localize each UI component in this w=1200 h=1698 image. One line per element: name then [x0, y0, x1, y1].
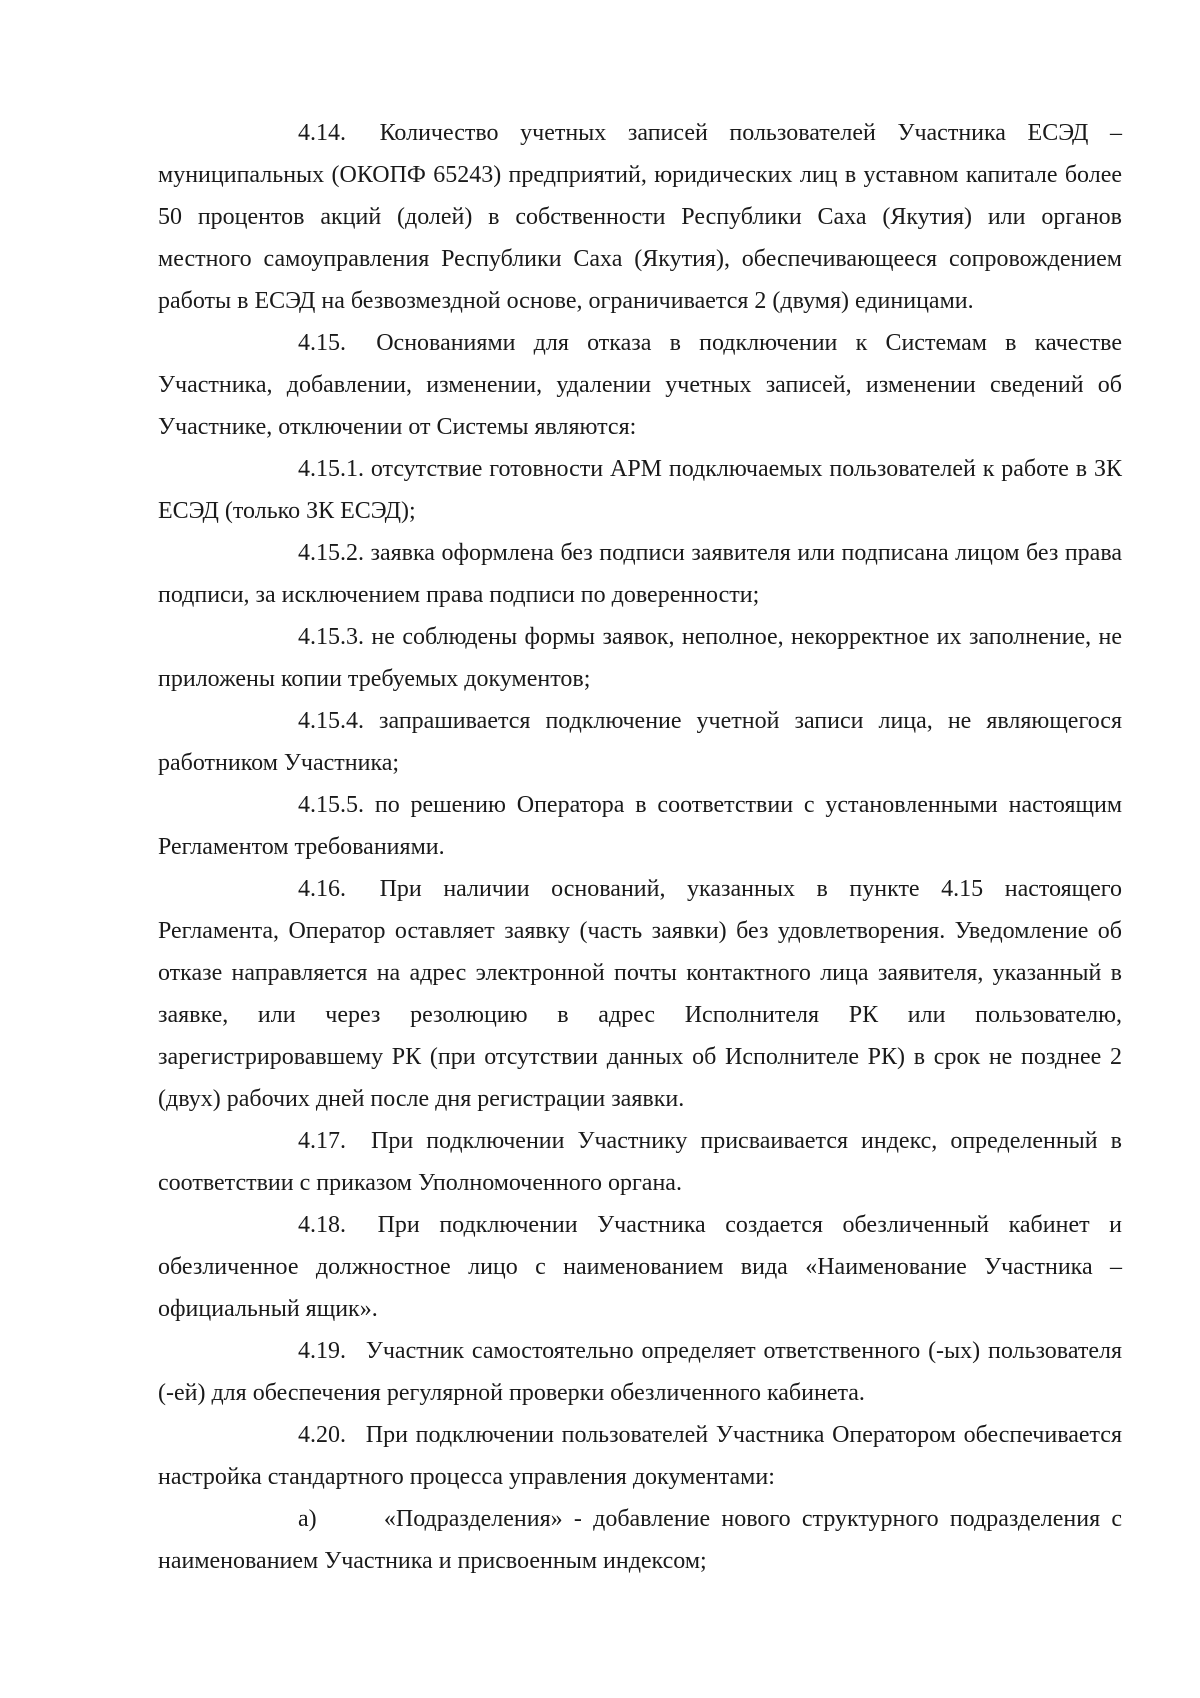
- paragraph-number: 4.18.: [298, 1212, 346, 1238]
- paragraph-text: отсутствие готовности АРМ подключаемых пользователей к работе в ЗК ЕСЭД (только ЗК ЕСЭД);: [158, 456, 1122, 524]
- paragraph-4-16: [158, 868, 1122, 1120]
- paragraph-a: [158, 1498, 1122, 1582]
- paragraph-text: по решению Оператора в соответствии с установленными настоящим Регламентом требованиями.: [158, 792, 1123, 860]
- paragraph-4-15-2: [158, 532, 1122, 616]
- paragraph-4-18: [158, 1204, 1122, 1330]
- paragraph-4-15-4: [158, 700, 1122, 784]
- paragraph-text: запрашивается подключение учетной записи лица, не являющегося работником Участника;: [158, 708, 1122, 776]
- paragraph-4-19: [158, 1330, 1122, 1414]
- paragraph-4-20: [158, 1414, 1122, 1498]
- paragraph-text: заявка оформлена без подписи заявителя или подписана лицом без права подписи, за исключением права подписи по доверенности;: [158, 540, 1122, 608]
- paragraph-number: 4.15.2.: [298, 540, 364, 566]
- paragraph-4-15-3: [158, 616, 1122, 700]
- paragraph-4-15-5: [158, 784, 1122, 868]
- paragraph-4-15: [158, 322, 1122, 448]
- paragraph-number: 4.15.5.: [298, 792, 364, 818]
- paragraph-4-15-1: [158, 448, 1122, 532]
- paragraph-4-14: [158, 112, 1122, 322]
- paragraph-number: 4.17.: [298, 1128, 346, 1154]
- paragraph-number: 4.16.: [298, 876, 346, 902]
- paragraph-text: не соблюдены формы заявок, неполное, некорректное их заполнение, не приложены копии требуемых документов;: [158, 624, 1123, 692]
- paragraph-text: Участник самостоятельно определяет ответственного (-ых) пользователя (-ей) для обеспечения регулярной проверки обезличенного кабинета.: [158, 1338, 1123, 1406]
- paragraph-text: Основаниями для отказа в подключении к Системам в качестве Участника, добавлении, изменении, удалении учетных записей, изменении сведений об Участнике, отключении от Системы являются:: [158, 330, 1123, 440]
- paragraph-number: 4.15.4.: [298, 708, 364, 734]
- paragraph-number: 4.15.1.: [298, 456, 364, 482]
- paragraph-text: При наличии оснований, указанных в пункте 4.15 настоящего Регламента, Оператор оставляет заявку (часть заявки) без удовлетворения. Уведомление об отказе направляется на адрес электронной почты контактного лица заявителя, указанный в заявке, или через резолюцию в адрес Исполнителя РК или пользователю, зарегистрировавшему РК (при отсутствии данных об Исполнителе РК) в срок не позднее 2 (двух) рабочих дней после дня регистрации заявки.: [158, 876, 1123, 1112]
- paragraph-number: 4.15.3.: [298, 624, 364, 650]
- paragraph-number: 4.14.: [298, 120, 346, 146]
- paragraph-text: При подключении Участника создается обезличенный кабинет и обезличенное должностное лицо с наименованием вида «Наименование Участника – официальный ящик».: [158, 1212, 1122, 1322]
- paragraph-number: 4.19.: [298, 1338, 346, 1364]
- paragraph-number: 4.15.: [298, 330, 346, 356]
- paragraph-4-17: [158, 1120, 1122, 1204]
- paragraph-text: При подключении пользователей Участника Оператором обеспечивается настройка стандартного процесса управления документами:: [158, 1422, 1122, 1490]
- paragraph-text: Количество учетных записей пользователей Участника ЕСЭД – муниципальных (ОКОПФ 65243) предприятий, юридических лиц в уставном капитале более 50 процентов акций (долей) в собственности Республики Саха (Якутия) или органов местного самоуправления Республики Саха (Якутия), обеспечивающееся сопровождением работы в ЕСЭД на безвозмездной основе, ограничивается 2 (двумя) единицами.: [158, 120, 1122, 314]
- paragraph-text: «Подразделения» - добавление нового структурного подразделения с наименованием Участника и присвоенным индексом;: [158, 1506, 1123, 1574]
- paragraph-number: 4.20.: [298, 1422, 346, 1448]
- paragraph-text: При подключении Участнику присваивается индекс, определенный в соответствии с приказом Уполномоченного органа.: [158, 1128, 1122, 1196]
- paragraph-number: а): [298, 1506, 317, 1532]
- document-page: [158, 112, 1122, 1582]
